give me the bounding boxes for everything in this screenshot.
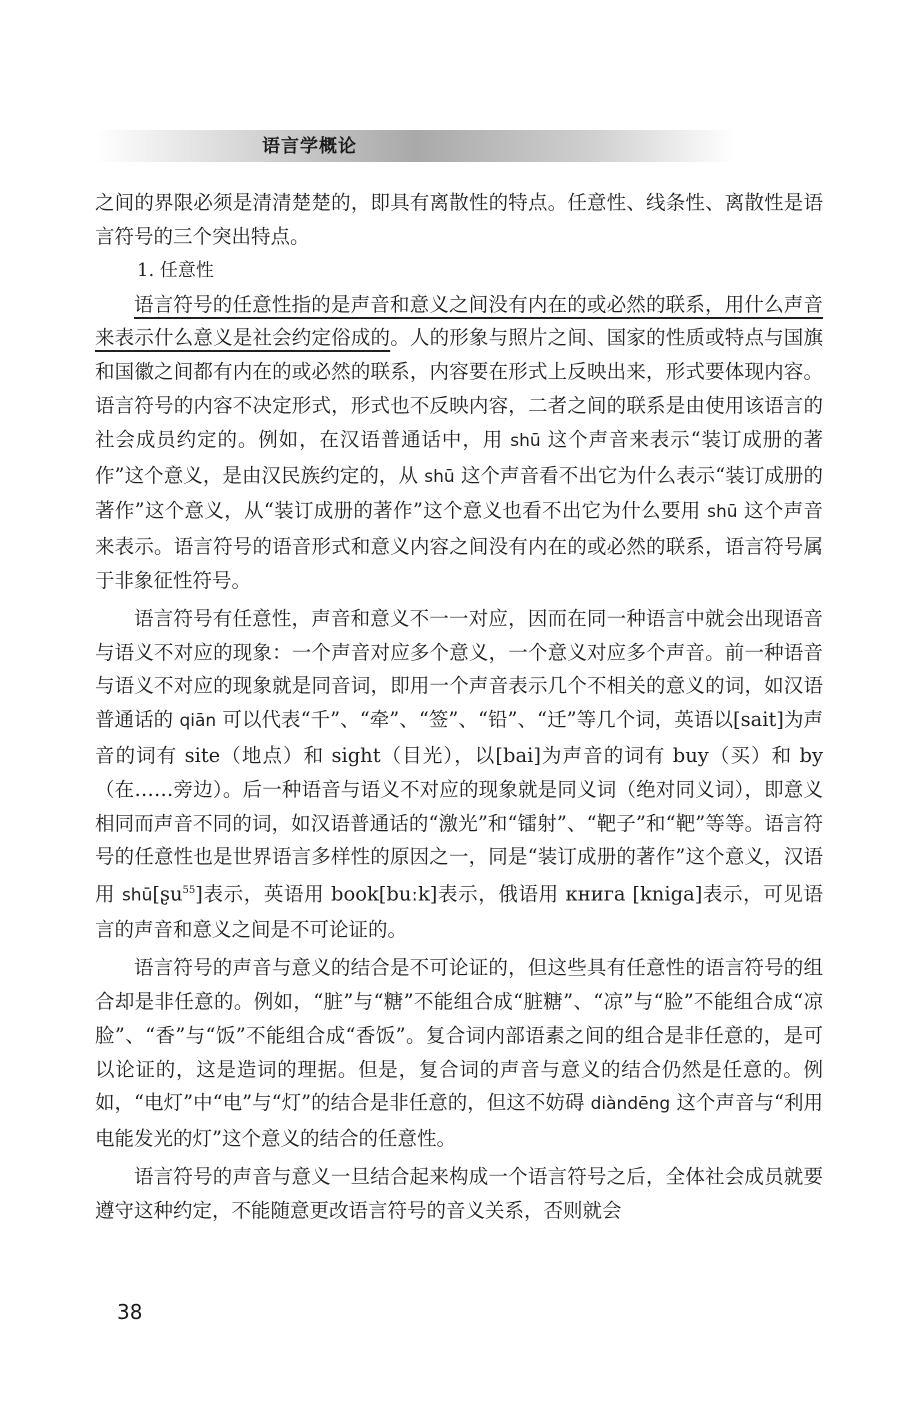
paragraph-homophones-synonyms (95, 602, 823, 947)
continuation-text: 之间的界限必须是清清楚楚的，即具有离散性的特点。任意性、线条性、离散性是语言符号的三个突出特点。 (95, 191, 823, 248)
pinyin-qian: qiān (179, 711, 217, 732)
tone-superscript: 55 (182, 885, 196, 897)
paragraph-text: 这个声音看不出它为什么表示“装订成册的著作”这个意义，从“装订成册的著作”这个意义也看不出它为什么要用 (95, 463, 823, 523)
running-title: 语言学概论 (262, 136, 357, 157)
ipa-transcription: [ʂu (152, 882, 183, 906)
pinyin-shu: shū (121, 885, 153, 906)
paragraph-arbitrariness-definition (95, 288, 823, 598)
underlined-definition: 语言符号的任意性指的是声音和意义之间没有内在的或必然的联系，用什么声音来表示什么意义是社会约定俗成的 (95, 292, 823, 350)
section-heading: 1. 任意性 (137, 259, 214, 281)
body-text (95, 186, 823, 1228)
paragraph-text: 这个声音来表示“装订成册的著作”这个意义，是由汉民族约定的，从 (95, 427, 823, 487)
page-number: 38 (117, 1300, 143, 1324)
pinyin-shu: shū (510, 430, 541, 451)
paragraph-combination (95, 951, 823, 1156)
pinyin-shu: shū (424, 466, 455, 487)
pinyin-shu: shū (707, 502, 738, 523)
paragraph-text: 。人的形象与照片之间、国家的性质或特点与国旗和国徽之间都有内在的或必然的联系，内容要在形式上反映出来，形式要体现内容。语言符号的内容不决定形式，形式也不反映内容，二者之间的联系是由使用该语言的社会成员约定的。例如，在汉语普通话中，用 (95, 326, 823, 451)
paragraph-text: 语言符号的声音与意义一旦结合起来构成一个语言符号之后，全体社会成员就要遵守这种约定，不能随意更改语言符号的音义关系，否则就会 (95, 1165, 823, 1222)
continuation-paragraph (95, 186, 823, 254)
header-band (95, 130, 735, 162)
pinyin-diandeng: diàndēng (590, 1094, 671, 1115)
paragraph-text: 可以代表“千”、“牵”、“签”、“铅”、“迁”等几个词，英语以[sait]为声音的词有 site（地点）和 sight（目光），以[bai]为声音的词有 buy（买）和 by（在……旁边）。后一种语音与语义不对应的现象就是同义词（绝对同义词），即意义相同而声音不同的词，如汉语普通话的“激光”和“镭射”、“靶子”和“靶”等等。语言符号的任意性也是世界语言多样性的原因之一，同是“装订成册的著作”这个意义，汉语用 (95, 708, 824, 906)
paragraph-text: 这个声音与“利用电能发光的灯”这个意义的结合的任意性。 (95, 1091, 823, 1151)
paragraph-text: 这个声音来表示。语言符号的语音形式和意义内容之间没有内在的或必然的联系，语言符号属于非象征性符号。 (95, 499, 824, 592)
paragraph-text: 语言符号有任意性，声音和意义不一一对应，因而在同一种语言中就会出现语音与语义不对应的现象：一个声音对应多个意义，一个意义对应多个声音。前一种语音与语义不对应的现象就是同音词，即用一个声音表示几个不相关的意义的词，如汉语普通话的 (95, 606, 823, 732)
paragraph-text: 语言符号的声音与意义的结合是不可论证的，但这些具有任意性的语言符号的组合却是非任意的。例如，“脏”与“糖”不能组合成“脏糖”、“凉”与“脸”不能组合成“凉脸”、“香”与“饭”不能组合成“香饭”。复合词内部语素之间的组合是非任意的，是可以论证的，这是造词的理据。但是，复合词的声音与意义的结合仍然是任意的。例如，“电灯”中“电”与“灯”的结合是非任意的，但这不妨碍 (95, 956, 823, 1115)
paragraph-convention (95, 1160, 823, 1228)
paragraph-text: ]表示，英语用 book[buːk]表示，俄语用 книга [kniga]表示，可见语言的声音和意义之间是不可论证的。 (95, 882, 823, 942)
